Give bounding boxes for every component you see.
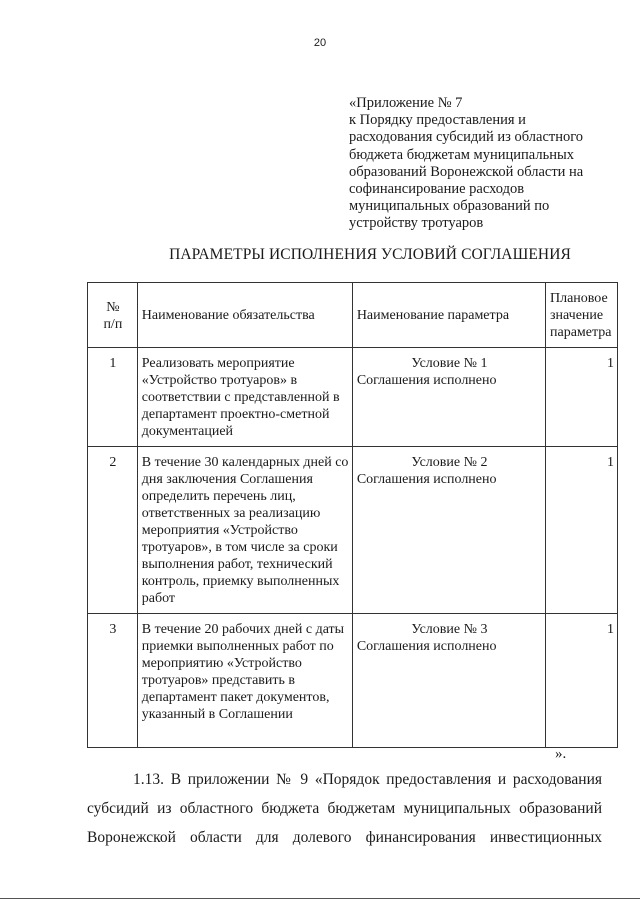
appendix-line: к Порядку предоставления и — [349, 112, 526, 129]
row-parameter-line2: Соглашения исполнено — [356, 639, 497, 654]
row-obligation: В течение 30 календарных дней со дня заключения Соглашения определить перечень лиц, ответственных за реализацию мероприятия «Устройство тротуаров», в том числе за сроки выполнения работ, технический контроль, приемку выполненных работ — [137, 447, 352, 614]
row-plan-value: 1 — [545, 447, 617, 614]
document-title: ПАРАМЕТРЫ ИСПОЛНЕНИЯ УСЛОВИЙ СОГЛАШЕНИЯ — [169, 246, 571, 263]
appendix-line: «Приложение № 7 — [349, 95, 463, 111]
header-plan-line2: значение — [549, 308, 604, 323]
header-number-line2: п/п — [103, 316, 123, 332]
body-paragraph — [87, 765, 602, 852]
appendix-line: софинансирование расходов — [349, 181, 525, 198]
row-parameter — [352, 447, 545, 614]
row-obligation: Реализовать мероприятие «Устройство тротуаров» в соответствии с представленной в департамент проектно-сметной документацией — [137, 348, 352, 447]
appendix-line: устройству тротуаров — [349, 215, 484, 232]
table-header-row — [88, 283, 618, 348]
closing-quote: ». — [555, 746, 567, 762]
header-plan-line3: параметра — [549, 325, 612, 340]
header-plan-line1: Плановое — [549, 291, 608, 306]
parameters-table — [87, 282, 618, 748]
appendix-line: расходования субсидий из областного — [349, 129, 584, 146]
row-parameter-line2: Соглашения исполнено — [356, 472, 497, 487]
row-parameter-line2: Соглашения исполнено — [356, 373, 497, 388]
row-parameter-line1: Условие № 2 — [411, 455, 488, 470]
page-bottom-rule — [0, 898, 640, 899]
row-parameter — [352, 348, 545, 447]
row-obligation: В течение 20 рабочих дней с даты приемки выполненных работ по мероприятию «Устройство тротуаров» представить в департамент пакет документов, указанный в Соглашении — [137, 614, 352, 748]
row-number: 2 — [88, 447, 138, 614]
page-number: 20 — [313, 37, 327, 49]
row-parameter-line1: Условие № 3 — [411, 622, 488, 637]
paragraph-line: Воронежской области для долевого финансирования инвестиционных — [87, 829, 602, 846]
row-parameter-line1: Условие № 1 — [411, 356, 488, 371]
header-plan — [545, 283, 617, 348]
paragraph-line: 1.13. В приложении № 9 «Порядок предоставления и расходования — [133, 771, 602, 788]
appendix-line: муниципальных образований по — [349, 198, 550, 215]
header-number — [88, 283, 138, 348]
appendix-line: образований Воронежской области на — [349, 163, 584, 180]
row-plan-value: 1 — [545, 614, 617, 748]
header-number-line1: № — [106, 299, 120, 315]
table-row — [88, 348, 618, 447]
header-obligation: Наименование обязательства — [137, 283, 352, 348]
table-row — [88, 447, 618, 614]
paragraph-line: субсидий из областного бюджета бюджетам муниципальных образований — [87, 800, 602, 817]
row-plan-value: 1 — [545, 348, 617, 447]
appendix-header — [349, 95, 611, 233]
row-parameter — [352, 614, 545, 748]
table-row — [88, 614, 618, 748]
appendix-line: бюджета бюджетам муниципальных — [349, 146, 574, 163]
header-parameter: Наименование параметра — [352, 283, 545, 348]
row-number: 3 — [88, 614, 138, 748]
row-number: 1 — [88, 348, 138, 447]
